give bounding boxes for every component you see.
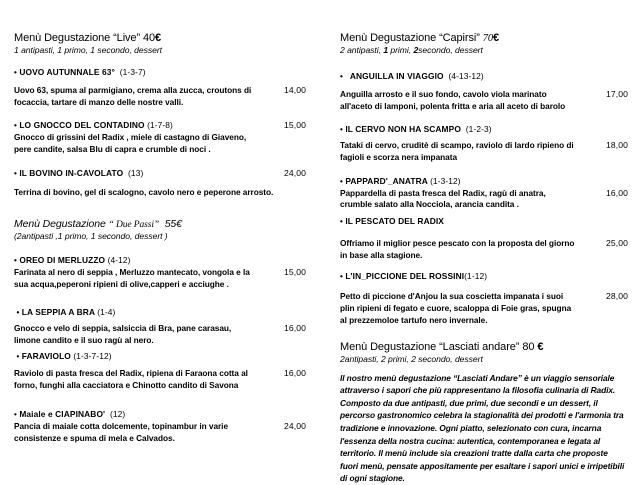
menu-due-passi-title: [14, 218, 306, 230]
dish-allergens: (12): [110, 409, 126, 420]
dish-name-text: Maiale e CIAPINABO': [19, 409, 106, 420]
bullet-icon: •: [340, 72, 343, 81]
dish-allergens: (4-12): [107, 255, 131, 266]
menu-capirsi-subtitle: [340, 45, 628, 55]
dish-item: [14, 351, 306, 391]
dish-description: Raviolo di pasta fresca del Radix, ripiena di Faraona cotta al forno, funghi alla cacciatora e Chinotto candito di Savona: [14, 367, 248, 390]
dish-name: [14, 409, 306, 421]
dish-item: [340, 124, 628, 163]
bullet-icon: •: [16, 307, 20, 317]
menu-description-paragraph: Il nostro menù degustazione “Lasciati Andare” è un viaggio sensoriale attraverso i sapori che più rappresentano la filosofia culinaria di Radix.: [340, 372, 616, 396]
dish-item: [14, 168, 306, 199]
menu-lasciati-andare-currency: €: [537, 340, 544, 353]
dish-name: [340, 124, 628, 136]
dish-name-text: PAPPARD'_ANATRA: [345, 175, 428, 186]
menu-capirsi-title-quoted: “Capirsi”: [439, 32, 480, 44]
dish-price: 24,00: [283, 167, 306, 178]
subtitle-part: 1: [383, 45, 389, 55]
menu-live-currency: €: [155, 32, 162, 44]
menu-lasciati-andare-title-quoted: “Lasciati andare”: [439, 340, 520, 353]
subtitle-part: 2: [413, 45, 419, 55]
dish-price: 18,00: [605, 140, 628, 151]
dish-name-text: OREO DI MERLUZZO: [19, 255, 106, 266]
dish-name: [14, 351, 306, 363]
dish-description: Tataki di cervo, cruditè di scampo, raviolo di lardo ripieno di fagioli e scorza nera impanata: [340, 140, 574, 162]
dish-name-text: LA SEPPIA A BRA: [21, 306, 95, 317]
dish-name: [14, 168, 254, 180]
dish-price: [260, 67, 306, 77]
dish-item: [340, 216, 628, 261]
dish-name: [340, 216, 628, 228]
menu-section-lasciati-andare: [340, 341, 628, 485]
subtitle-part: primi,: [388, 45, 414, 55]
dish-item: [14, 409, 306, 444]
menu-lasciati-andare-subtitle: 2antipasti, 2 primi, 2 secondo, dessert: [340, 353, 483, 364]
dish-name-text: IL CERVO NON HA SCAMPO: [345, 124, 461, 135]
dish-price: 16,00: [605, 187, 628, 198]
dish-item: [14, 120, 306, 155]
dish-description: Uovo 63, spuma al parmigiano, crema alla zucca, croutons di focaccia, tartare di manzo delle nostre valli.: [14, 84, 252, 107]
dish-description: Offriamo il miglior pesce pescato con la proposta del giorno in base alla stagione.: [340, 237, 575, 260]
menu-description-block: [340, 372, 628, 485]
dish-name-text: L'IN_PICCIONE DEL ROSSINI: [345, 271, 465, 282]
dish-description: Petto di piccione d'Anjou la sua coscietta impanata i suoi plin ripieni di fegato e cuore, scaloppa di Foie gras, spugna al prezzemoloe tartufo nero invernale.: [340, 291, 572, 325]
dish-item: [14, 307, 306, 347]
menu-capirsi-title-prefix: Menù Degustazione: [340, 32, 440, 44]
menu-lasciati-andare-title: [340, 341, 628, 353]
subtitle-part: 2 antipasti,: [340, 45, 384, 55]
dish-price: 14,00: [283, 84, 306, 95]
dish-name-text: IL BOVINO IN-CAVOLATO: [19, 167, 124, 178]
menu-section-capirsi: [340, 32, 628, 327]
dish-name: [14, 67, 254, 79]
dish-description: Pappardella di pasta fresca del Radix, ragù di anatra, crumble salato alla Nocciola, arancia candita .: [340, 187, 546, 210]
dish-item: [340, 71, 628, 112]
dish-description: Anguilla arrosto e il suo fondo, cavolo viola marinato all'aceto di lamponi, polenta fritta e aria all aceto di barolo: [340, 88, 566, 111]
dish-name: [340, 71, 628, 83]
bullet-icon: •: [14, 68, 17, 77]
menu-section-due-passi: [14, 218, 306, 444]
dish-allergens: (1-4): [97, 306, 116, 317]
bullet-icon: •: [340, 272, 343, 282]
dish-allergens: (1-12): [464, 271, 488, 282]
dish-allergens: (1-3-7): [119, 67, 146, 77]
dish-price: 25,00: [605, 237, 628, 248]
dish-description: Pancia di maiale cotta dolcemente, topinambur in varie consistenze e spuma di mela e Calvados.: [14, 421, 229, 443]
dish-name: [14, 307, 306, 319]
menu-section-live: [14, 32, 306, 198]
bullet-icon: •: [340, 176, 343, 186]
dish-item: [14, 255, 306, 290]
menu-lasciati-andare-price: 80: [522, 340, 535, 353]
dish-description: Gnocco e velo di seppia, salsiccia di Bra, pane carasau, limone candito e il suo ragù al nero.: [14, 323, 232, 346]
bullet-icon: •: [14, 121, 17, 131]
dish-description: Gnocco di grissini del Radix , miele di castagno di Giaveno, pere candite, salsa Blu di capra e crumble di noci .: [14, 132, 247, 154]
menu-capirsi-currency: €: [493, 32, 500, 44]
dish-name-text: ANGUILLA IN VIAGGIO: [349, 71, 444, 81]
dish-price: 17,00: [605, 88, 628, 99]
dish-name: [14, 120, 254, 132]
menu-capirsi-price: 70: [482, 33, 494, 44]
right-column: [320, 32, 640, 484]
dish-description: Farinata al nero di seppia , Merluzzo mantecato, vongola e la sua acqua,peperoni ripieni di olive,capperi e acciughe .: [14, 267, 250, 289]
dish-allergens: (1-3-12): [430, 175, 461, 186]
dish-price: 15,00: [283, 120, 306, 131]
dish-price: 15,00: [283, 267, 306, 278]
dish-name-text: FARAVIOLO: [21, 351, 71, 362]
dish-name-text: IL PESCATO DEL RADIX: [345, 216, 444, 227]
dish-allergens: (13): [128, 167, 144, 178]
dish-price: 16,00: [283, 323, 306, 334]
menu-lasciati-andare-title-prefix: Menù Degustazione: [340, 340, 440, 353]
menu-live-title-quoted: “Live”: [113, 32, 141, 44]
left-column: [0, 32, 320, 452]
menu-live-title-prefix: Menù Degustazione: [14, 32, 114, 44]
dish-allergens: (1-2-3): [465, 124, 492, 135]
bullet-icon: •: [16, 352, 20, 362]
menu-live-price: 40: [142, 32, 156, 44]
dish-allergens: (1-7-8): [147, 120, 173, 131]
bullet-icon: •: [14, 256, 17, 266]
dish-allergens: (1-3-7-12): [73, 351, 112, 362]
dish-description: Terrina di bovino, gel di scalogno, cavolo nero e peperone arrosto.: [14, 186, 274, 197]
menu-capirsi-title: [340, 32, 628, 44]
dish-name-text: UOVO AUTUNNALE 63°: [19, 67, 115, 77]
menu-live-title: [14, 32, 306, 44]
dish-item: [14, 67, 306, 108]
subtitle-part: secondo, dessert: [418, 45, 483, 55]
dish-allergens: (4-13-12): [448, 71, 484, 81]
dish-name: [340, 176, 628, 188]
menu-due-passi-title-prefix: Menù Degustazione: [14, 218, 109, 231]
bullet-icon: •: [14, 410, 17, 420]
bullet-icon: •: [14, 168, 17, 178]
dish-price: 24,00: [283, 421, 306, 432]
menu-due-passi-title-quoted: “ Due Passi”: [108, 220, 160, 231]
menu-live-subtitle: 1 antipasti, 1 primo, 1 secondo, dessert: [14, 45, 162, 55]
dish-item: [340, 271, 628, 326]
dish-name: [340, 271, 628, 283]
dish-price: 16,00: [283, 367, 306, 378]
dish-item: [340, 176, 628, 211]
dish-name-text: LO GNOCCO DEL CONTADINO: [19, 120, 145, 131]
dish-price: 28,00: [605, 291, 628, 302]
bullet-icon: •: [340, 217, 343, 227]
menu-due-passi-subtitle: (2antipasti ,1 primo, 1 secondo, dessert ): [14, 231, 168, 242]
menu-due-passi-price: 55€: [164, 218, 182, 231]
menu-description-paragraph: Composto da due antipasti, due primi, due secondi e un dessert, il percorso gastronomico celebra la stagionalità dei prodotti e l'armonia tra tradizione e innovazione. Ogni piatto, selezionato con cura, incarna l'essenza della nostra cucina: autentica, contemporanea e legata al territorio. Il menù include sia creazioni tratte dalla carta che proposte fuori menù, pensate appositamente per esaltare i sapori unici e irripetibili di ogni stagione.: [340, 397, 625, 484]
bullet-icon: •: [340, 125, 343, 135]
dish-name: [14, 255, 306, 267]
